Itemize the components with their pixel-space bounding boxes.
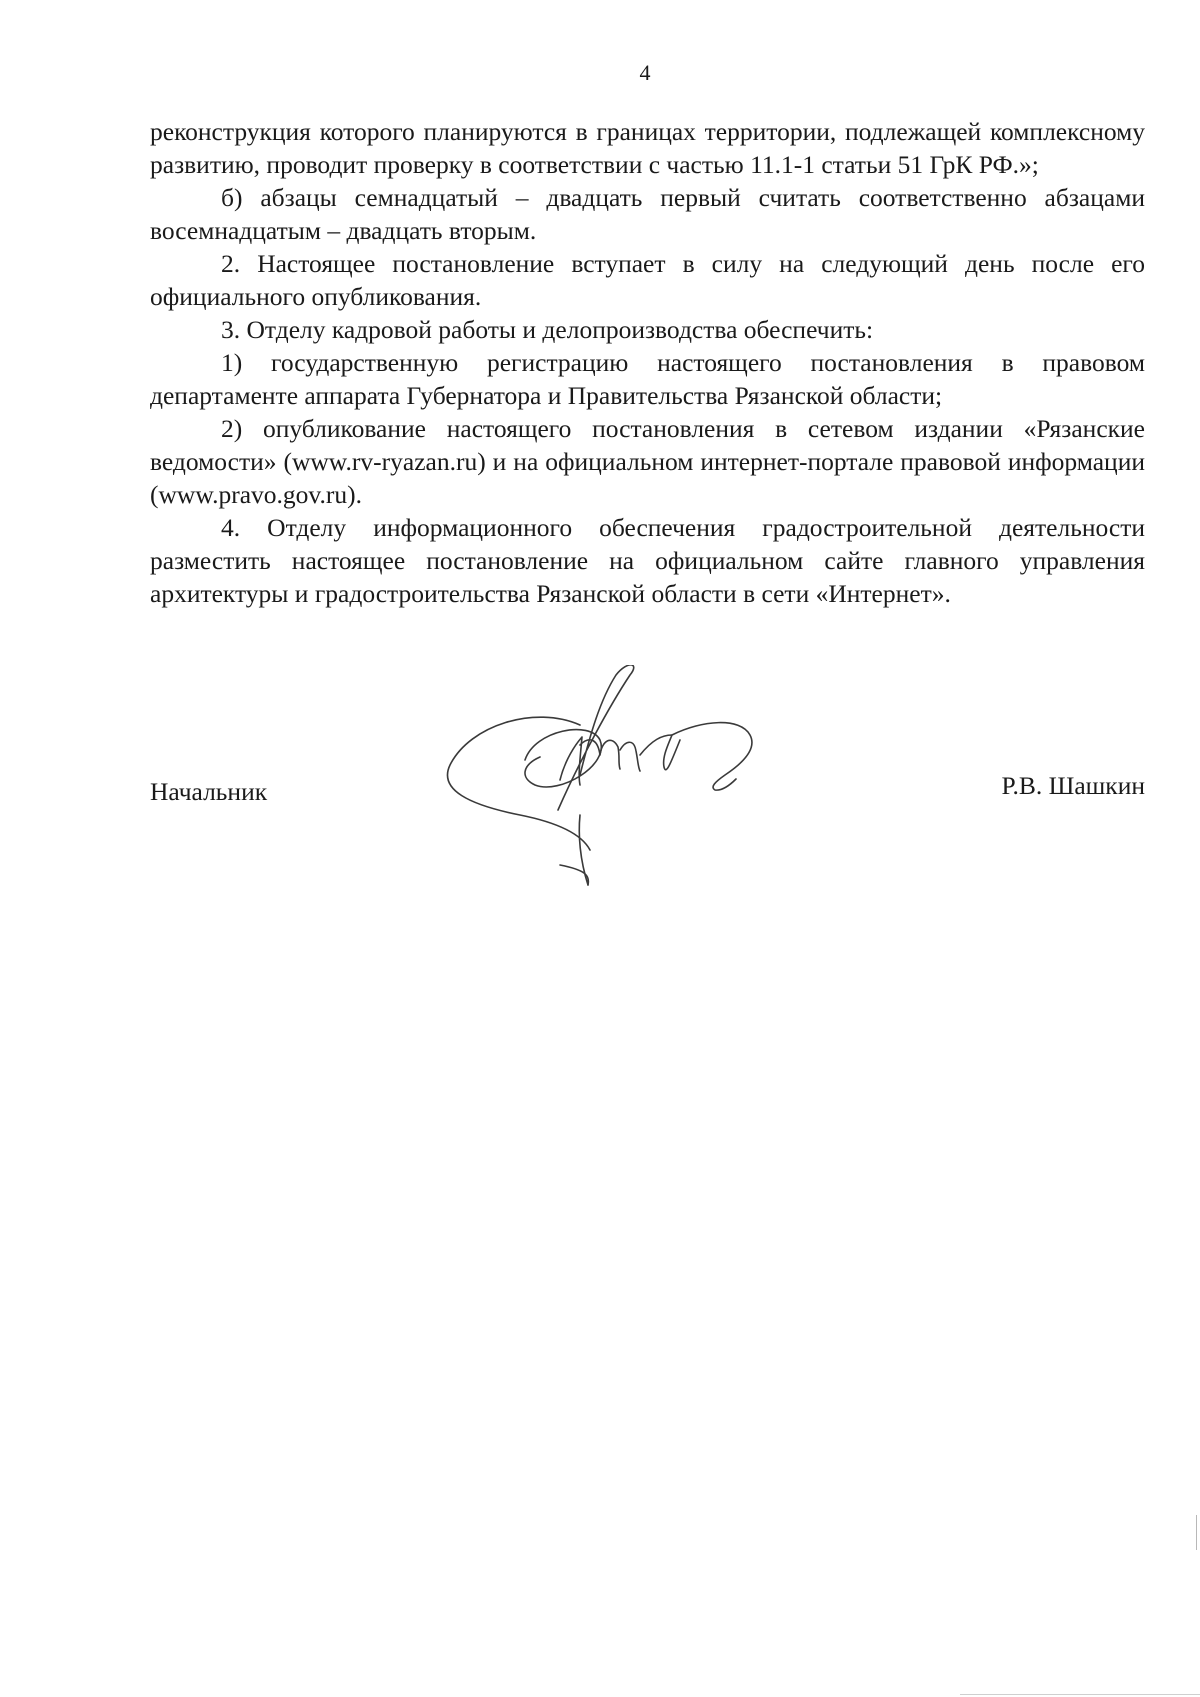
paragraph-item-3-2: 2) опубликование настоящего постановления в сетевом издании «Рязанские ведомости» (www.rv-ryazan.ru) и на официальном интернет-портале правовой информации (www.pravo.gov.ru). (150, 414, 1145, 509)
scan-artifact (1196, 1515, 1197, 1550)
document-body (150, 115, 1145, 610)
handwritten-signature (440, 665, 800, 895)
signatory-name: Р.В. Шашкин (1001, 771, 1145, 800)
paragraph-continuation: реконструкция которого планируются в границах территории, подлежащей комплексному развитию, проводит проверку в соответствии с частью 11.1-1 статьи 51 ГрК РФ.»; (150, 117, 1145, 179)
scan-artifact-bottom (960, 1694, 1200, 1695)
paragraph-item-b: б) абзацы семнадцатый – двадцать первый считать соответственно абзацами восемнадцатым – двадцать вторым. (150, 183, 1145, 245)
signatory-position: Начальник (150, 777, 268, 806)
paragraph-item-3-1: 1) государственную регистрацию настоящего постановления в правовом департаменте аппарата Губернатора и Правительства Рязанской области; (150, 348, 1145, 410)
paragraph-item-4: 4. Отделу информационного обеспечения градостроительной деятельности разместить настоящее постановление на официальном сайте главного управления архитектуры и градостроительства Рязанской области в сети «Интернет». (150, 513, 1145, 608)
paragraph-item-3: 3. Отделу кадровой работы и делопроизводства обеспечить: (221, 315, 874, 344)
page-number: 4 (639, 60, 651, 85)
paragraph-item-2: 2. Настоящее постановление вступает в силу на следующий день после его официального опубликования. (150, 249, 1145, 311)
